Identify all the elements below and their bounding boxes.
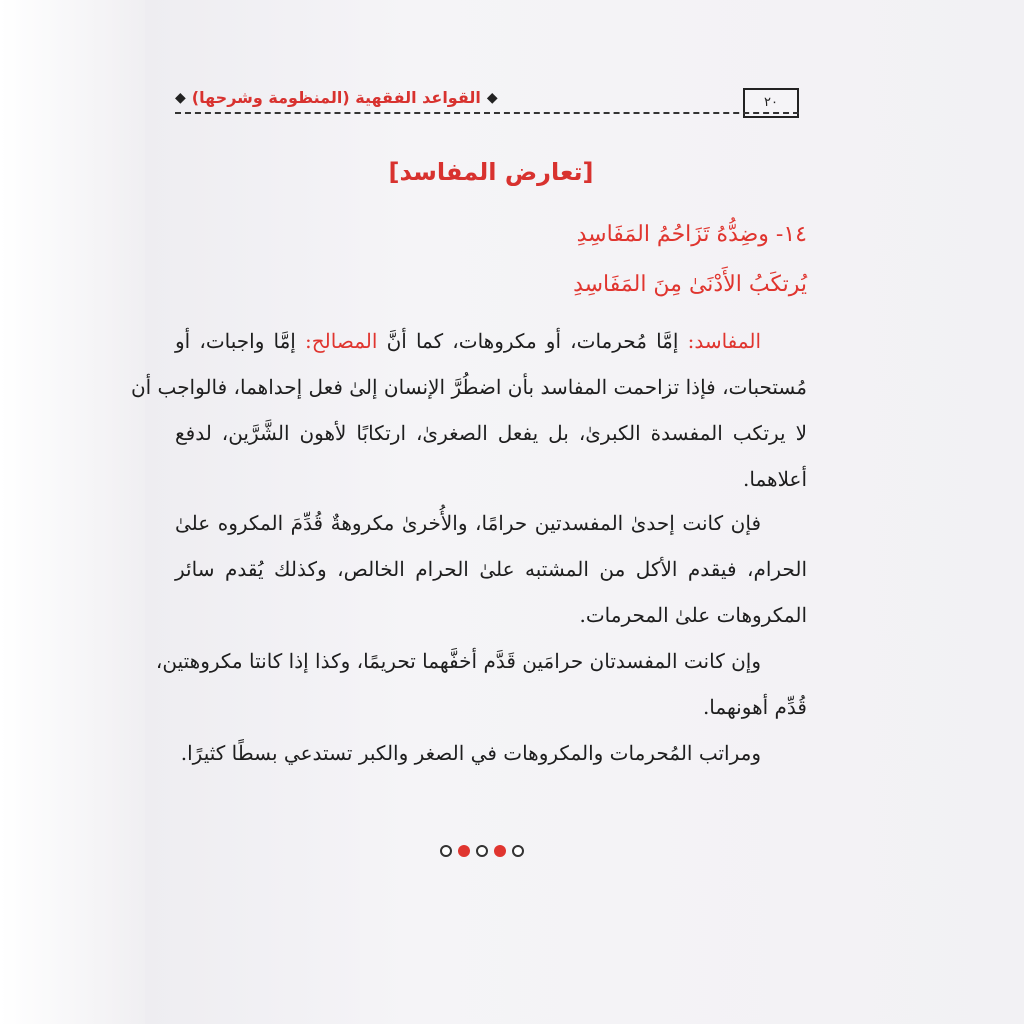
verse-line-2: يُرتكَبُ الأَدْنَىٰ مِنَ المَفَاسِدِ — [573, 272, 807, 297]
paragraph-line: الحرام، فيقدم الأكل من المشتبه علىٰ الحرام الخالص، وكذلك يُقدم سائر — [175, 557, 807, 581]
circle-icon — [476, 845, 488, 857]
paragraph-line: ومراتب المُحرمات والمكروهات في الصغر والكبر تستدعي بسطًا كثيرًا. — [180, 741, 761, 765]
paragraph-line: أعلاهما. — [743, 467, 807, 491]
paragraph-line: وإن كانت المفسدتان حرامَين قَدَّم أخفَّهما تحريمًا، وكذا إذا كانتا مكروهتين، — [155, 649, 761, 673]
term-mafasid: المفاسد: — [687, 329, 762, 353]
paragraph-line — [175, 318, 807, 364]
circle-icon — [440, 845, 452, 857]
paragraph-line: فإن كانت إحدىٰ المفسدتين حرامًا، والأُخرىٰ مكروهةٌ قُدِّمَ المكروه علىٰ — [175, 511, 761, 535]
paragraph-1 — [130, 318, 807, 502]
term-masalih: المصالح: — [305, 329, 378, 353]
dot-icon — [458, 845, 470, 857]
text-run: إمَّا واجبات، أو — [175, 329, 306, 353]
header-rule — [175, 112, 799, 114]
circle-icon — [512, 845, 524, 857]
ornament-icon: ◆ — [486, 89, 498, 106]
paragraph-2 — [175, 500, 807, 638]
section-divider-dots — [440, 845, 524, 857]
verse-line-1: ١٤- وضِدُّهُ تَزَاحُمُ المَفَاسِدِ — [576, 222, 807, 247]
paragraph-line: المكروهات علىٰ المحرمات. — [579, 603, 807, 627]
paragraph-line: لا يرتكب المفسدة الكبرىٰ، بل يفعل الصغرىٰ، ارتكابًا لأهون الشَّرَّين، لدفع — [175, 421, 807, 445]
paragraph-line: قُدِّم أهونهما. — [702, 695, 807, 719]
header-title: القواعد الفقهية (المنظومة وشرحها) — [191, 88, 481, 107]
page-edge — [0, 0, 145, 1024]
text-run: إمَّا مُحرمات، أو مكروهات، كما أنَّ — [377, 329, 688, 353]
ornament-icon: ◆ — [175, 89, 186, 106]
running-header — [175, 86, 807, 118]
header-title-wrap — [175, 88, 498, 107]
page-number: ٢٠ — [743, 88, 799, 118]
dot-icon — [494, 845, 506, 857]
paragraph-4 — [175, 730, 807, 776]
paragraph-line: مُستحبات، فإذا تزاحمت المفاسد بأن اضطُرَّ الإنسان إلىٰ فعل إحداهما، فالواجب أن — [130, 375, 807, 399]
section-title: [تعارض المفاسد] — [388, 158, 594, 186]
paragraph-3 — [155, 638, 807, 730]
